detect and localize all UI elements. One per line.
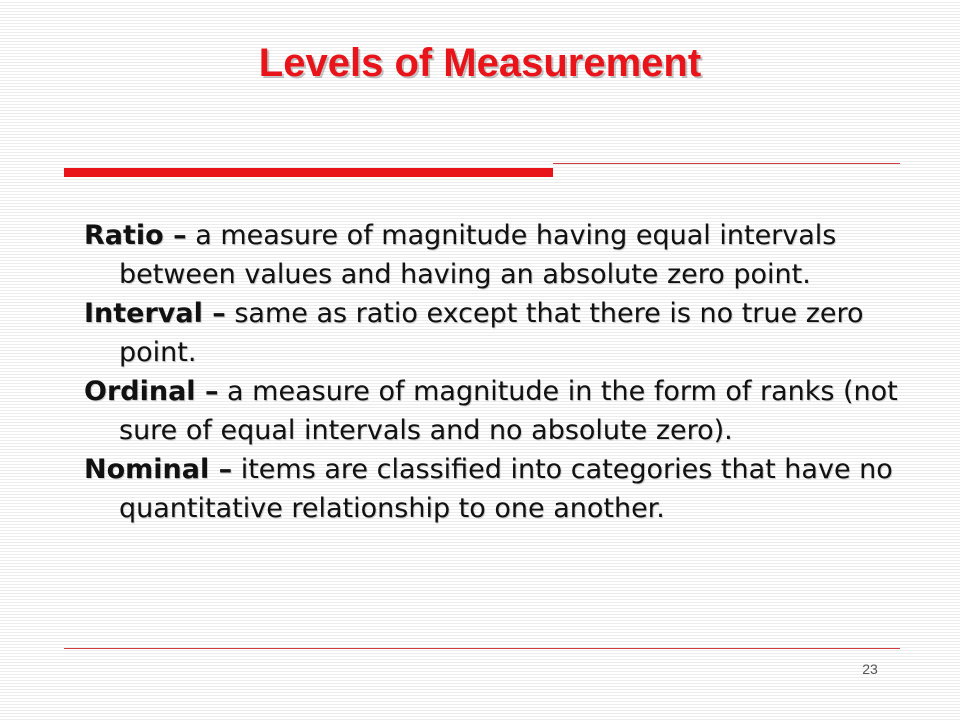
- definition-nominal: [84, 450, 900, 528]
- page-number: 23: [862, 661, 878, 677]
- term-ratio: Ratio –: [84, 220, 187, 251]
- footer-divider: [64, 648, 900, 649]
- definition-interval-text: same as ratio except that there is no true zero point.: [119, 298, 864, 368]
- term-interval: Interval –: [84, 298, 226, 329]
- title-divider-thick: [64, 168, 553, 177]
- definition-nominal-text: items are classified into categories that have no quantitative relationship to one another.: [119, 454, 893, 524]
- definition-ratio: [84, 216, 900, 294]
- definition-ordinal: [84, 372, 900, 450]
- title-divider-thin: [553, 163, 900, 164]
- term-nominal: Nominal –: [84, 454, 233, 485]
- definition-ratio-text: a measure of magnitude having equal intervals between values and having an absolute zero point.: [119, 220, 837, 290]
- slide-title: Levels of Measurement: [258, 41, 702, 85]
- definition-interval: [84, 294, 900, 372]
- definition-ordinal-text: a measure of magnitude in the form of ranks (not sure of equal intervals and no absolute zero).: [119, 376, 898, 446]
- term-ordinal: Ordinal –: [84, 376, 219, 407]
- definition-list: [84, 216, 900, 528]
